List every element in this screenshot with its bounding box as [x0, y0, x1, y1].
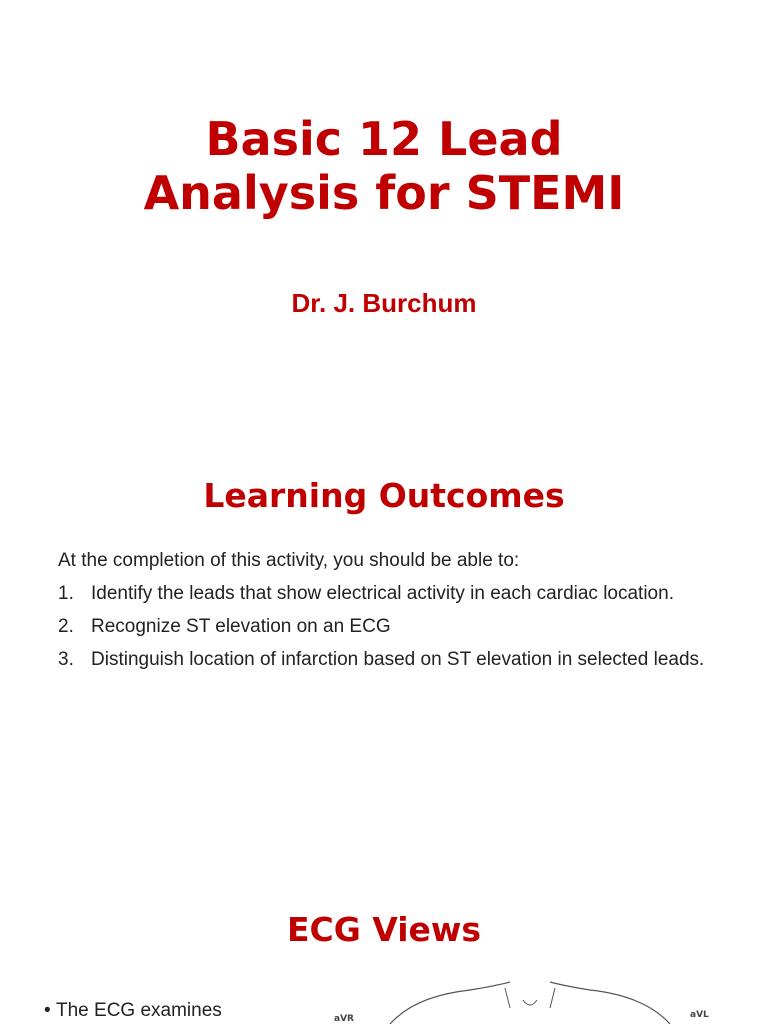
slide-title-line-2: Analysis for STEMI — [143, 166, 625, 220]
slide-title-line-1: Basic 12 Lead — [205, 112, 563, 166]
ecg-views-slide — [0, 870, 768, 1024]
list-text: Recognize ST elevation on an ECG — [91, 616, 391, 637]
list-text: Identify the leads that show electrical activity in each cardiac location. — [91, 583, 674, 604]
author-name: Dr. J. Burchum — [291, 288, 477, 318]
list-number: 1. — [58, 583, 74, 604]
title-slide — [0, 0, 768, 420]
torso-diagram — [320, 978, 740, 1024]
list-item — [58, 615, 708, 639]
learning-outcomes-slide — [0, 430, 768, 860]
list-number: 3. — [58, 649, 74, 670]
list-item — [58, 648, 708, 672]
neck-line-left — [505, 988, 510, 1008]
outcomes-list — [58, 582, 708, 681]
section-title: Learning Outcomes — [203, 476, 565, 515]
lead-label-avl: aVL — [690, 1010, 709, 1020]
bullet-marker: • — [44, 1000, 51, 1021]
list-item — [58, 582, 708, 606]
section-title: ECG Views — [286, 910, 482, 949]
jugular-notch — [523, 1000, 537, 1005]
neck-line-right — [550, 988, 555, 1008]
torso-outline-right — [550, 982, 670, 1024]
lead-label-avr: aVR — [334, 1014, 354, 1024]
list-number: 2. — [58, 616, 74, 637]
torso-outline-left — [390, 982, 510, 1024]
intro-text: At the completion of this activity, you should be able to: — [58, 550, 520, 571]
bullet-item — [44, 1000, 222, 1022]
bullet-text: The ECG examines — [56, 1000, 222, 1021]
slide-title — [0, 112, 768, 220]
list-text: Distinguish location of infarction based on ST elevation in selected leads. — [91, 649, 705, 670]
